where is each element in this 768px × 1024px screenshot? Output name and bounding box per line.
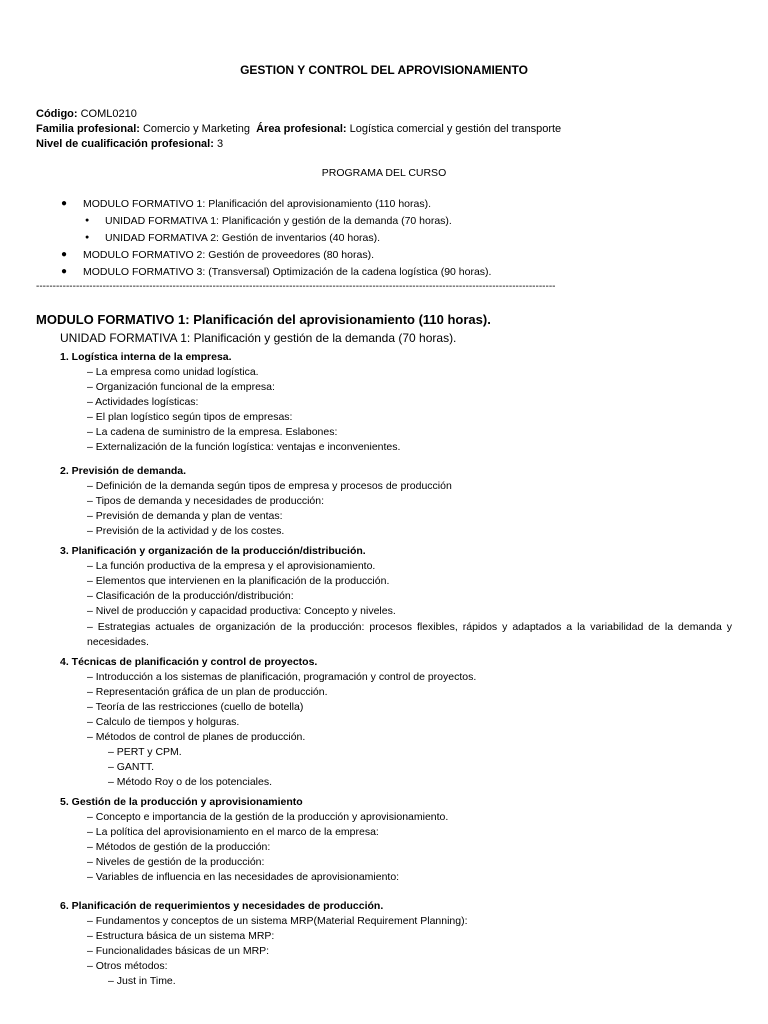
list-item: – El plan logístico según tipos de empresas: bbox=[87, 411, 293, 423]
program-item-text: MODULO FORMATIVO 2: Gestión de proveedores (80 horas). bbox=[83, 249, 374, 261]
list-item: – Externalización de la función logística: ventajas e inconvenientes. bbox=[87, 441, 401, 453]
familia-area-line bbox=[36, 123, 561, 135]
program-item bbox=[61, 198, 431, 210]
list-item: – Clasificación de la producción/distribución: bbox=[87, 590, 294, 602]
list-item: – Concepto e importancia de la gestión de la producción y aprovisionamiento. bbox=[87, 811, 449, 823]
codigo-label: Código: bbox=[36, 108, 78, 120]
program-item-text: MODULO FORMATIVO 3: (Transversal) Optimización de la cadena logística (90 horas). bbox=[83, 266, 492, 278]
section-title: 1. Logística interna de la empresa. bbox=[60, 351, 232, 363]
sub-list-item: – PERT y CPM. bbox=[108, 746, 182, 758]
list-item: – La empresa como unidad logística. bbox=[87, 366, 259, 378]
list-item: – Fundamentos y conceptos de un sistema MRP(Material Requirement Planning): bbox=[87, 915, 468, 927]
list-item: – Métodos de gestión de la producción: bbox=[87, 841, 271, 853]
list-item: – Métodos de control de planes de producción. bbox=[87, 731, 306, 743]
program-item bbox=[85, 232, 381, 244]
area-value: Logística comercial y gestión del transporte bbox=[346, 123, 562, 135]
bullet-icon: ● bbox=[85, 234, 90, 241]
codigo-line bbox=[36, 108, 137, 120]
nivel-label: Nivel de cualificación profesional: bbox=[36, 138, 214, 150]
nivel-line bbox=[36, 138, 223, 150]
list-item: – Previsión de demanda y plan de ventas: bbox=[87, 510, 283, 522]
program-item-text: MODULO FORMATIVO 1: Planificación del aprovisionamiento (110 horas). bbox=[83, 198, 431, 210]
separator-line: ------------------------------------------------------------------------------------------------------------------------------------------------------------ bbox=[36, 281, 556, 292]
list-item: – Tipos de demanda y necesidades de producción: bbox=[87, 495, 324, 507]
list-item: – La política del aprovisionamiento en el marco de la empresa: bbox=[87, 826, 379, 838]
sub-list-item: – Método Roy o de los potenciales. bbox=[108, 776, 273, 788]
unit-heading: UNIDAD FORMATIVA 1: Planificación y gestión de la demanda (70 horas). bbox=[60, 331, 457, 345]
list-item: – Organización funcional de la empresa: bbox=[87, 381, 275, 393]
bullet-icon: ● bbox=[61, 249, 68, 260]
list-item: – Variables de influencia en las necesidades de aprovisionamiento: bbox=[87, 871, 400, 883]
list-item: – La cadena de suministro de la empresa. Eslabones: bbox=[87, 426, 338, 438]
section-title: 6. Planificación de requerimientos y necesidades de producción. bbox=[60, 900, 384, 912]
list-item: – Estructura básica de un sistema MRP: bbox=[87, 930, 275, 942]
bullet-icon: ● bbox=[61, 198, 68, 209]
area-label: Área profesional: bbox=[256, 123, 347, 135]
program-item bbox=[61, 249, 374, 261]
list-item: – La función productiva de la empresa y el aprovisionamiento. bbox=[87, 560, 376, 572]
list-item: – Previsión de la actividad y de los costes. bbox=[87, 525, 285, 537]
program-item-text: UNIDAD FORMATIVA 2: Gestión de inventarios (40 horas). bbox=[105, 232, 381, 244]
sub-list-item: – Just in Time. bbox=[108, 975, 176, 987]
list-item: – Calculo de tiempos y holguras. bbox=[87, 716, 240, 728]
list-item: – Nivel de producción y capacidad productiva: Concepto y niveles. bbox=[87, 605, 396, 617]
bullet-icon: ● bbox=[61, 266, 68, 277]
familia-label: Familia profesional: bbox=[36, 123, 140, 135]
program-item-text: UNIDAD FORMATIVA 1: Planificación y gestión de la demanda (70 horas). bbox=[105, 215, 452, 227]
list-item: – Representación gráfica de un plan de producción. bbox=[87, 686, 328, 698]
list-item: – Teoría de las restricciones (cuello de botella) bbox=[87, 701, 304, 713]
list-item: – Otros métodos: bbox=[87, 960, 168, 972]
nivel-value: 3 bbox=[213, 138, 224, 150]
section-title: 2. Previsión de demanda. bbox=[60, 465, 187, 477]
list-item: – Estrategias actuales de organización de la producción: procesos flexibles, rápidos y adaptados a la variabilidad de la demanda y necesidades. bbox=[87, 621, 732, 648]
list-item: – Niveles de gestión de la producción: bbox=[87, 856, 265, 868]
section-title: 4. Técnicas de planificación y control de proyectos. bbox=[60, 656, 318, 668]
list-item: – Funcionalidades básicas de un MRP: bbox=[87, 945, 270, 957]
sub-list-item: – GANTT. bbox=[108, 761, 155, 773]
module-heading: MODULO FORMATIVO 1: Planificación del aprovisionamiento (110 horas). bbox=[36, 312, 491, 327]
list-item: – Actividades logísticas: bbox=[87, 396, 199, 408]
program-item bbox=[61, 266, 492, 278]
list-item: – Introducción a los sistemas de planificación, programación y control de proyectos. bbox=[87, 671, 477, 683]
program-item bbox=[85, 215, 452, 227]
section-title: 3. Planificación y organización de la producción/distribución. bbox=[60, 545, 366, 557]
document-title: GESTION Y CONTROL DEL APROVISIONAMIENTO bbox=[240, 63, 528, 77]
familia-value: Comercio y Marketing bbox=[139, 123, 250, 135]
bullet-icon: ● bbox=[85, 217, 90, 224]
list-item: – Elementos que intervienen en la planificación de la producción. bbox=[87, 575, 390, 587]
codigo-value: COML0210 bbox=[77, 108, 137, 120]
program-title: PROGRAMA DEL CURSO bbox=[321, 167, 447, 179]
list-item: – Definición de la demanda según tipos de empresa y procesos de producción bbox=[87, 480, 452, 492]
section-title: 5. Gestión de la producción y aprovisionamiento bbox=[60, 796, 303, 808]
